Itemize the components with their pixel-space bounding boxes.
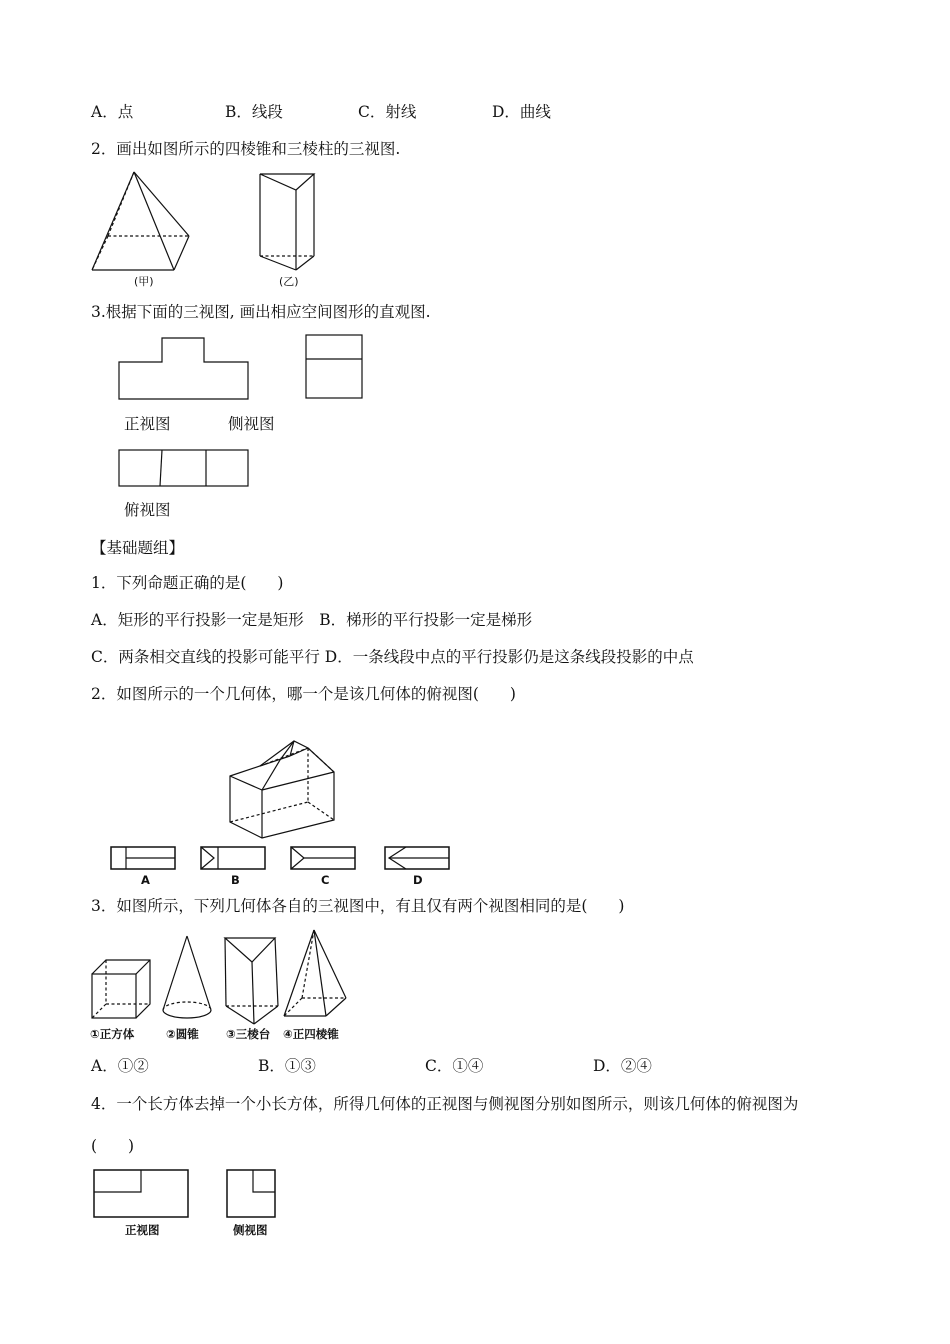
section-title: 【基础题组】: [91, 539, 185, 557]
option-c-label: C: [321, 873, 330, 887]
b3-option-c: C．①④: [425, 1057, 484, 1075]
question-2-text: 2．画出如图所示的四棱锥和三棱柱的三视图.: [91, 140, 401, 158]
option-c: C．射线: [358, 103, 417, 121]
option-a-label: A: [141, 873, 150, 887]
option-a: A．点: [91, 103, 134, 121]
b4-side-view: [226, 1168, 280, 1220]
b1-question: 1．下列命题正确的是( ): [91, 574, 284, 592]
option-d-label: D: [413, 873, 423, 887]
b4-paren: ( ): [91, 1137, 135, 1155]
option-b-view: [200, 846, 268, 872]
b3-question: 3．如图所示，下列几何体各自的三视图中，有且仅有两个视图相同的是( ): [91, 897, 625, 915]
b2-question: 2．如图所示的一个几何体，哪一个是该几何体的俯视图( ): [91, 685, 516, 703]
label-jia: (甲): [134, 275, 154, 288]
cube-figure: [90, 958, 154, 1022]
option-d: D．曲线: [492, 103, 551, 121]
question-3-text: 3.根据下面的三视图, 画出相应空间图形的直观图.: [91, 303, 431, 321]
b4-front-label: 正视图: [125, 1223, 160, 1237]
b3-option-d: D．②④: [593, 1057, 652, 1075]
b4-side-label: 侧视图: [233, 1223, 268, 1237]
b1-options-line-2: C．两条相交直线的投影可能平行 D．一条线段中点的平行投影仍是这条线段投影的中点: [91, 648, 694, 666]
cone-figure: [160, 934, 216, 1026]
label-yi: (乙): [279, 275, 299, 288]
option-a-view: [110, 846, 178, 872]
option-b-label: B: [231, 873, 240, 887]
shape-label-cone: ②圆锥: [166, 1027, 199, 1041]
option-c-view: [290, 846, 358, 872]
b4-front-view: [93, 1168, 191, 1220]
shape-label-pyramid: ④正四棱锥: [283, 1027, 339, 1041]
b3-option-a: A．①②: [91, 1057, 149, 1075]
front-view-label: 正视图: [124, 415, 171, 433]
prism-figure: [258, 172, 318, 272]
shape-label-frustum: ③三棱台: [226, 1027, 271, 1041]
house-solid-figure: [228, 740, 338, 840]
option-d-view: [384, 846, 452, 872]
option-b: B．线段: [225, 103, 283, 121]
side-view-drawing: [305, 334, 365, 400]
frustum-figure: [222, 934, 282, 1028]
square-pyramid-figure: [282, 928, 350, 1020]
shape-label-cube: ①正方体: [90, 1027, 135, 1041]
top-view-label: 俯视图: [124, 501, 171, 519]
front-view-drawing: [118, 337, 250, 401]
b4-question: 4．一个长方体去掉一个小长方体，所得几何体的正视图与侧视图分别如图所示，则该几何体的俯视图为: [91, 1095, 799, 1113]
side-view-label: 侧视图: [228, 415, 275, 433]
b1-options-line-1: A．矩形的平行投影一定是矩形 B．梯形的平行投影一定是梯形: [91, 611, 533, 629]
b3-option-b: B．①③: [258, 1057, 316, 1075]
pyramid-figure: [90, 170, 200, 275]
top-view-drawing: [118, 449, 250, 489]
